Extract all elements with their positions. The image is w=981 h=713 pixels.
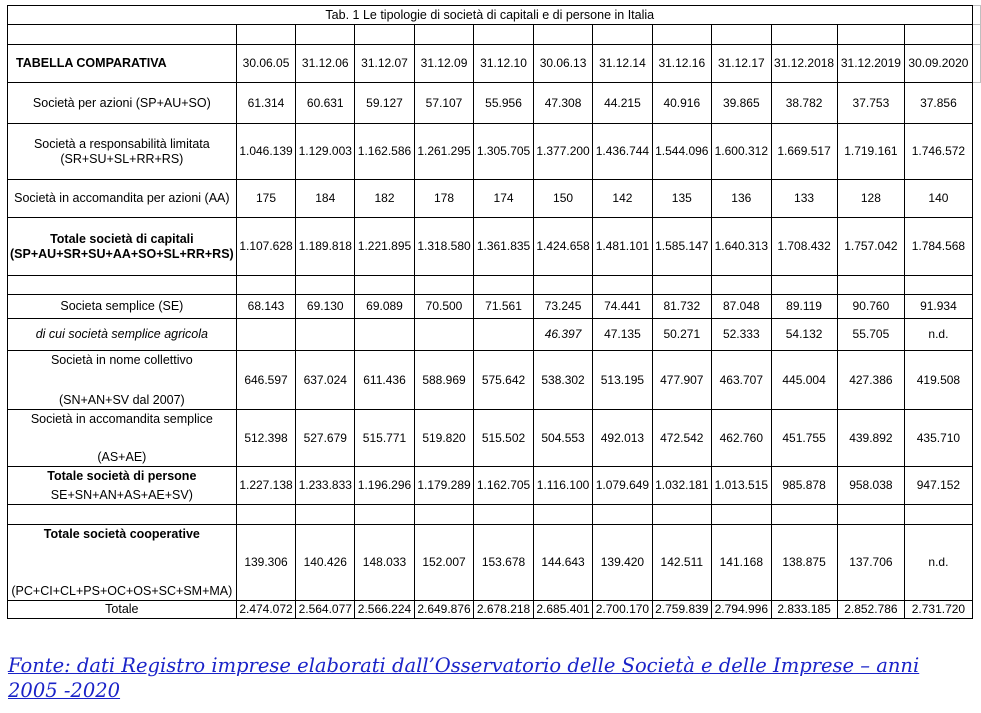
value-cell: 55.705 — [837, 319, 905, 351]
value-cell: 1.746.572 — [905, 124, 972, 180]
value-cell — [771, 505, 837, 525]
value-cell: 477.907 — [652, 351, 711, 410]
value-cell: 140 — [905, 180, 972, 218]
value-cell — [474, 276, 534, 295]
value-cell — [296, 276, 355, 295]
value-cell: 184 — [296, 180, 355, 218]
value-cell: 69.089 — [355, 295, 415, 319]
value-cell — [905, 505, 972, 525]
value-cell: 611.436 — [355, 351, 415, 410]
table-row — [8, 218, 981, 276]
table-row — [8, 351, 981, 410]
spare-cell — [972, 25, 980, 45]
value-cell: 519.820 — [414, 410, 473, 467]
value-cell: 2.685.401 — [533, 601, 592, 619]
value-cell: 2.474.072 — [236, 601, 296, 619]
header-date: 31.12.14 — [593, 45, 652, 83]
value-cell: 1.189.818 — [296, 218, 355, 276]
spacer-row — [8, 25, 981, 45]
spare-cell — [972, 351, 980, 410]
value-cell: 59.127 — [355, 83, 415, 124]
spare-cell — [972, 6, 980, 25]
value-cell: 138.875 — [771, 525, 837, 601]
value-cell: 148.033 — [355, 525, 415, 601]
value-cell: 1.179.289 — [414, 467, 473, 505]
row-label — [8, 505, 237, 525]
value-cell: 135 — [652, 180, 711, 218]
value-cell: 1.719.161 — [837, 124, 905, 180]
value-cell — [236, 319, 296, 351]
value-cell: 527.679 — [296, 410, 355, 467]
value-cell: 2.700.170 — [593, 601, 652, 619]
value-cell: 2.678.218 — [474, 601, 534, 619]
table-title: Tab. 1 Le tipologie di società di capitali e di persone in Italia — [8, 6, 973, 25]
value-cell: 463.707 — [711, 351, 771, 410]
table-row — [8, 124, 981, 180]
value-cell: 90.760 — [837, 295, 905, 319]
header-date: 30.06.13 — [533, 45, 592, 83]
value-cell: 2.794.996 — [711, 601, 771, 619]
value-cell: 1.233.833 — [296, 467, 355, 505]
table-row — [8, 180, 981, 218]
spare-cell — [972, 124, 980, 180]
value-cell: 46.397 — [533, 319, 592, 351]
value-cell: 37.856 — [905, 83, 972, 124]
value-cell: 152.007 — [414, 525, 473, 601]
header-date: 31.12.17 — [711, 45, 771, 83]
value-cell: 1.129.003 — [296, 124, 355, 180]
value-cell: 39.865 — [711, 83, 771, 124]
header-label: TABELLA COMPARATIVA — [8, 45, 237, 83]
spare-cell — [972, 601, 980, 619]
value-cell: 2.759.839 — [652, 601, 711, 619]
value-cell: 89.119 — [771, 295, 837, 319]
value-cell — [355, 319, 415, 351]
row-label: Totale — [8, 601, 237, 619]
spare-cell — [972, 505, 980, 525]
header-date: 30.09.2020 — [905, 45, 972, 83]
header-date: 31.12.09 — [414, 45, 473, 83]
value-cell: 515.771 — [355, 410, 415, 467]
value-cell — [533, 276, 592, 295]
value-cell — [771, 276, 837, 295]
value-cell: n.d. — [905, 525, 972, 601]
value-cell: 153.678 — [474, 525, 534, 601]
row-label: Società a responsabilità limitata (SR+SU+SL+RR+RS) — [8, 124, 237, 180]
value-cell: 73.245 — [533, 295, 592, 319]
row-label-codes: (SN+AN+SV dal 2007) — [58, 392, 185, 407]
spare-cell — [972, 276, 980, 295]
row-label-codes: SE+SN+AN+AS+AE+SV) — [50, 487, 193, 502]
value-cell: 47.135 — [593, 319, 652, 351]
row-label-main: Totale società cooperative — [43, 526, 200, 541]
row-label-codes: (PC+CI+CL+PS+OC+OS+SC+SM+MA) — [11, 583, 233, 598]
row-label-main: Società in nome collettivo — [50, 352, 193, 367]
value-cell: 128 — [837, 180, 905, 218]
value-cell: 513.195 — [593, 351, 652, 410]
value-cell: 1.436.744 — [593, 124, 652, 180]
value-cell: 174 — [474, 180, 534, 218]
row-label: Societa semplice (SE) — [8, 295, 237, 319]
spare-cell — [972, 45, 980, 83]
value-cell: 182 — [355, 180, 415, 218]
value-cell: 142 — [593, 180, 652, 218]
value-cell — [711, 505, 771, 525]
value-cell: 61.314 — [236, 83, 296, 124]
value-cell: 2.731.720 — [905, 601, 972, 619]
value-cell: 512.398 — [236, 410, 296, 467]
value-cell — [837, 505, 905, 525]
spare-cell — [972, 467, 980, 505]
row-label — [8, 276, 237, 295]
value-cell: 150 — [533, 180, 592, 218]
row-label-main: Società in accomandita semplice — [30, 411, 213, 426]
spare-cell — [972, 180, 980, 218]
table-row — [8, 295, 981, 319]
header-date: 31.12.16 — [652, 45, 711, 83]
value-cell: 47.308 — [533, 83, 592, 124]
value-cell: 1.708.432 — [771, 218, 837, 276]
value-cell: 74.441 — [593, 295, 652, 319]
value-cell: 60.631 — [296, 83, 355, 124]
row-label-codes: (AS+AE) — [97, 449, 147, 464]
spare-cell — [972, 525, 980, 601]
spare-cell — [972, 295, 980, 319]
table-row — [8, 410, 981, 467]
value-cell: 1.046.139 — [236, 124, 296, 180]
row-label — [8, 351, 237, 410]
value-cell — [593, 276, 652, 295]
table-row — [8, 467, 981, 505]
value-cell: 136 — [711, 180, 771, 218]
value-cell: 1.079.649 — [593, 467, 652, 505]
value-cell: 419.508 — [905, 351, 972, 410]
value-cell: 140.426 — [296, 525, 355, 601]
table-row — [8, 601, 981, 619]
value-cell: 52.333 — [711, 319, 771, 351]
value-cell: 133 — [771, 180, 837, 218]
value-cell: 504.553 — [533, 410, 592, 467]
row-label — [8, 467, 237, 505]
value-cell: 462.760 — [711, 410, 771, 467]
value-cell: 1.585.147 — [652, 218, 711, 276]
value-cell — [652, 505, 711, 525]
value-cell: 1.318.580 — [414, 218, 473, 276]
value-cell: 1.196.296 — [355, 467, 415, 505]
table-row — [8, 276, 981, 295]
value-cell: 1.377.200 — [533, 124, 592, 180]
header-date: 31.12.10 — [474, 45, 534, 83]
value-cell: 1.221.895 — [355, 218, 415, 276]
value-cell: 70.500 — [414, 295, 473, 319]
value-cell: 435.710 — [905, 410, 972, 467]
row-label: Società in accomandita per azioni (AA) — [8, 180, 237, 218]
value-cell: 69.130 — [296, 295, 355, 319]
value-cell: 1.162.586 — [355, 124, 415, 180]
row-label — [8, 525, 237, 601]
value-cell: 55.956 — [474, 83, 534, 124]
value-cell: 472.542 — [652, 410, 711, 467]
table-row — [8, 525, 981, 601]
value-cell: 142.511 — [652, 525, 711, 601]
value-cell — [905, 276, 972, 295]
value-cell: 2.852.786 — [837, 601, 905, 619]
value-cell: 1.013.515 — [711, 467, 771, 505]
value-cell: 178 — [414, 180, 473, 218]
header-date: 31.12.06 — [296, 45, 355, 83]
value-cell: 68.143 — [236, 295, 296, 319]
value-cell: 1.162.705 — [474, 467, 534, 505]
value-cell — [355, 505, 415, 525]
value-cell: 37.753 — [837, 83, 905, 124]
row-label: Totale società di capitali (SP+AU+SR+SU+AA+SO+SL+RR+RS) — [8, 218, 237, 276]
value-cell: 1.361.835 — [474, 218, 534, 276]
value-cell: 1.107.628 — [236, 218, 296, 276]
value-cell: 81.732 — [652, 295, 711, 319]
table-row — [8, 505, 981, 525]
value-cell — [296, 319, 355, 351]
value-cell: 515.502 — [474, 410, 534, 467]
source-note[interactable]: Fonte: dati Registro imprese elaborati dall’Osservatorio delle Società e delle Imprese – anni 2005 -2020 — [8, 654, 920, 702]
value-cell: 38.782 — [771, 83, 837, 124]
value-cell: n.d. — [905, 319, 972, 351]
value-cell: 2.566.224 — [355, 601, 415, 619]
value-cell: 427.386 — [837, 351, 905, 410]
value-cell: 1.544.096 — [652, 124, 711, 180]
value-cell: 1.227.138 — [236, 467, 296, 505]
header-row — [8, 45, 981, 83]
spare-cell — [972, 410, 980, 467]
value-cell: 137.706 — [837, 525, 905, 601]
value-cell: 646.597 — [236, 351, 296, 410]
value-cell: 2.833.185 — [771, 601, 837, 619]
value-cell — [414, 276, 473, 295]
row-label: di cui società semplice agricola — [8, 319, 237, 351]
value-cell — [533, 505, 592, 525]
value-cell: 71.561 — [474, 295, 534, 319]
value-cell: 947.152 — [905, 467, 972, 505]
value-cell: 139.420 — [593, 525, 652, 601]
value-cell — [236, 505, 296, 525]
value-cell: 2.649.876 — [414, 601, 473, 619]
value-cell: 57.107 — [414, 83, 473, 124]
value-cell — [414, 319, 473, 351]
comparison-table — [7, 5, 981, 619]
value-cell: 1.032.181 — [652, 467, 711, 505]
value-cell: 141.168 — [711, 525, 771, 601]
value-cell: 1.305.705 — [474, 124, 534, 180]
value-cell: 985.878 — [771, 467, 837, 505]
value-cell: 40.916 — [652, 83, 711, 124]
row-label: Società per azioni (SP+AU+SO) — [8, 83, 237, 124]
spare-cell — [972, 218, 980, 276]
value-cell: 1.669.517 — [771, 124, 837, 180]
value-cell: 1.600.312 — [711, 124, 771, 180]
value-cell: 50.271 — [652, 319, 711, 351]
value-cell: 1.424.658 — [533, 218, 592, 276]
value-cell: 445.004 — [771, 351, 837, 410]
value-cell: 87.048 — [711, 295, 771, 319]
value-cell — [474, 505, 534, 525]
value-cell: 439.892 — [837, 410, 905, 467]
value-cell: 2.564.077 — [296, 601, 355, 619]
value-cell: 492.013 — [593, 410, 652, 467]
value-cell: 1.116.100 — [533, 467, 592, 505]
value-cell: 588.969 — [414, 351, 473, 410]
value-cell: 44.215 — [593, 83, 652, 124]
value-cell — [652, 276, 711, 295]
value-cell: 1.640.313 — [711, 218, 771, 276]
header-date: 30.06.05 — [236, 45, 296, 83]
row-label — [8, 410, 237, 467]
header-date: 31.12.2018 — [771, 45, 837, 83]
header-date: 31.12.2019 — [837, 45, 905, 83]
value-cell: 1.481.101 — [593, 218, 652, 276]
value-cell: 637.024 — [296, 351, 355, 410]
value-cell: 1.784.568 — [905, 218, 972, 276]
value-cell: 91.934 — [905, 295, 972, 319]
row-label-main: Totale società di persone — [47, 468, 197, 483]
value-cell: 175 — [236, 180, 296, 218]
value-cell — [837, 276, 905, 295]
value-cell — [593, 505, 652, 525]
value-cell — [474, 319, 534, 351]
value-cell: 54.132 — [771, 319, 837, 351]
value-cell: 144.643 — [533, 525, 592, 601]
value-cell: 139.306 — [236, 525, 296, 601]
value-cell — [711, 276, 771, 295]
value-cell — [355, 276, 415, 295]
value-cell: 575.642 — [474, 351, 534, 410]
value-cell: 958.038 — [837, 467, 905, 505]
table-row — [8, 319, 981, 351]
spare-cell — [972, 83, 980, 124]
spare-cell — [972, 319, 980, 351]
value-cell: 1.757.042 — [837, 218, 905, 276]
table-row — [8, 83, 981, 124]
value-cell — [414, 505, 473, 525]
value-cell: 1.261.295 — [414, 124, 473, 180]
value-cell — [296, 505, 355, 525]
value-cell: 538.302 — [533, 351, 592, 410]
header-date: 31.12.07 — [355, 45, 415, 83]
value-cell — [236, 276, 296, 295]
value-cell: 451.755 — [771, 410, 837, 467]
